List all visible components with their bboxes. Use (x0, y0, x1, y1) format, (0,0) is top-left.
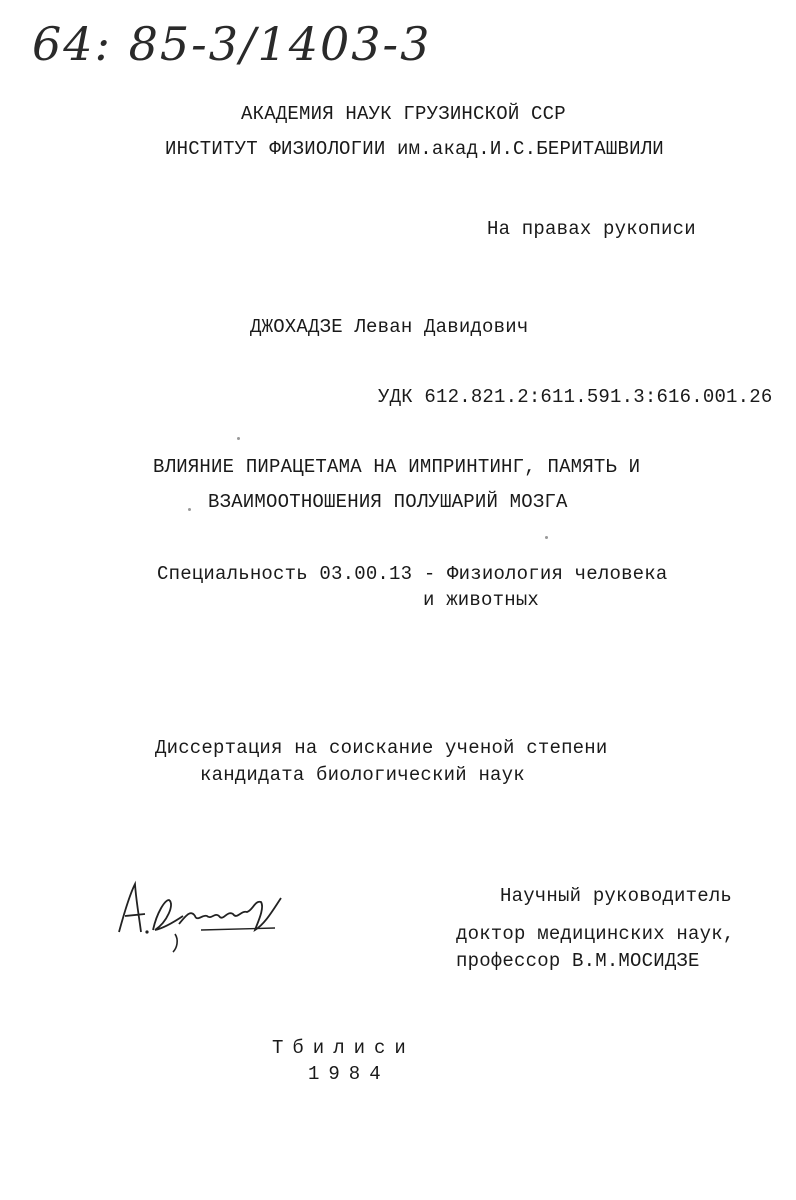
year: 1984 (308, 1063, 390, 1085)
signature (105, 870, 295, 955)
dissertation-line-1: Диссертация на соискание ученой степени (155, 737, 608, 759)
manuscript-rights-note: На правах рукописи (487, 218, 696, 240)
specialty-line-1: Специальность 03.00.13 - Физиология человека (157, 563, 668, 585)
title-line-1: ВЛИЯНИЕ ПИРАЦЕТАМА НА ИМПРИНТИНГ, ПАМЯТЬ И (153, 456, 641, 478)
dissertation-line-2: кандидата биологический наук (200, 764, 525, 786)
scan-speck (188, 508, 191, 511)
udc-code: УДК 612.821.2:611.591.3:616.001.26 (378, 386, 773, 408)
supervisor-name: профессор В.М.МОСИДЗЕ (456, 950, 700, 972)
institute-heading: ИНСТИТУТ ФИЗИОЛОГИИ им.акад.И.С.БЕРИТАШВИЛИ (165, 138, 664, 160)
archive-note-text: 64: 85-3/1403-3 (32, 17, 432, 71)
scan-speck (237, 437, 240, 440)
author-name: ДЖОХАДЗЕ Леван Давидович (250, 316, 529, 338)
specialty-line-2: и животных (423, 589, 540, 611)
title-line-2: ВЗАИМООТНОШЕНИЯ ПОЛУШАРИЙ МОЗГА (208, 491, 568, 513)
place-name: Тбилиси (272, 1037, 415, 1059)
handwritten-archive-number (28, 8, 458, 78)
supervisor-title: Научный руководитель (500, 885, 733, 907)
supervisor-degree: доктор медицинских наук, (456, 923, 735, 945)
academy-heading: АКАДЕМИЯ НАУК ГРУЗИНСКОЙ ССР (241, 103, 566, 125)
scan-speck (545, 536, 548, 539)
